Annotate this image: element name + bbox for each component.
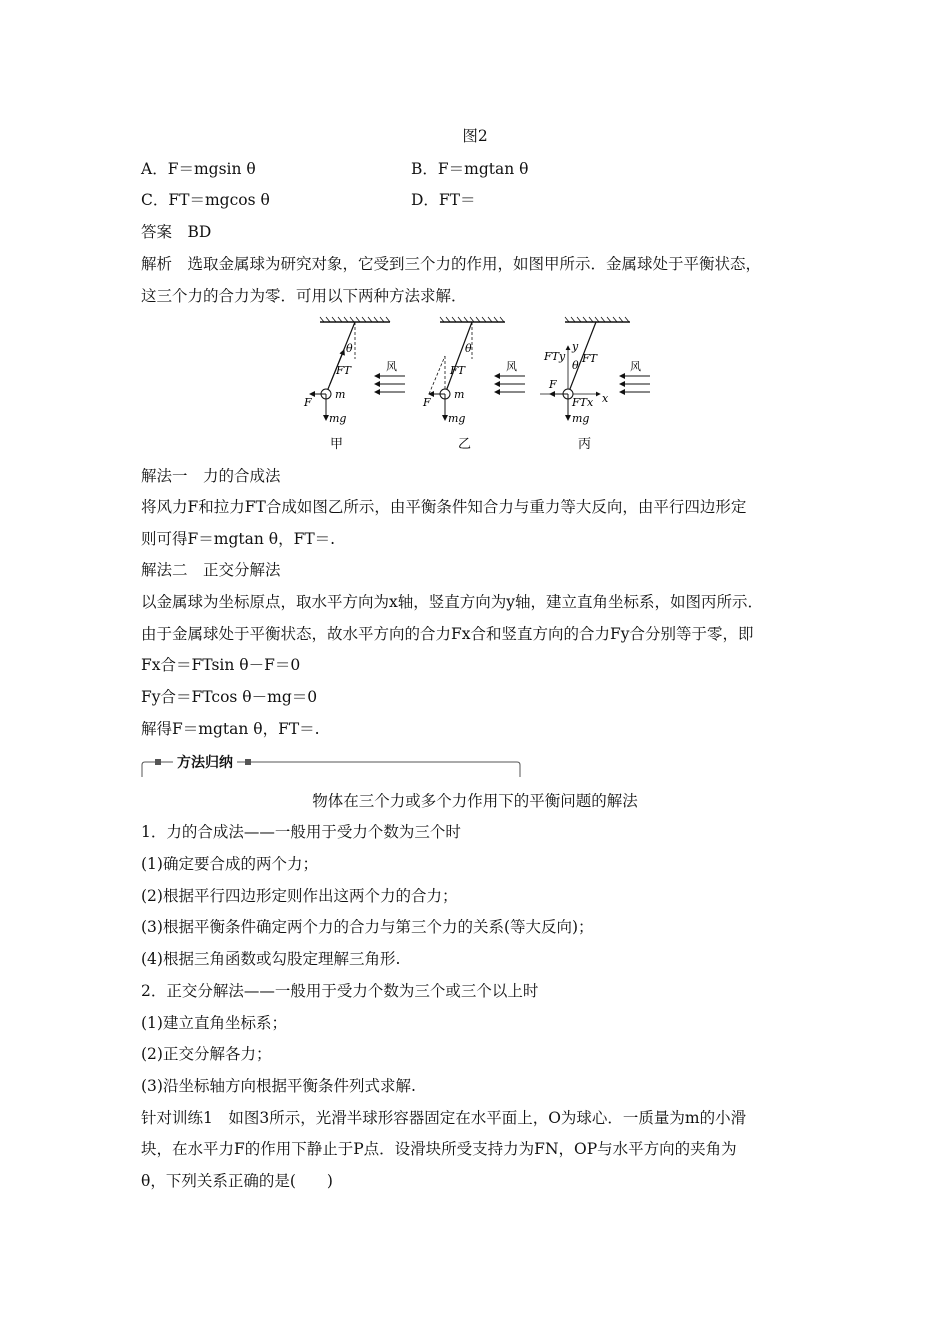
svg-text:FT: FT: [582, 352, 597, 365]
panel-bing: [540, 317, 650, 452]
summary-item: 1．力的合成法——一般用于受力个数为三个时: [141, 823, 461, 841]
analysis-line-1: 解析 选取金属球为研究对象，它受到三个力的作用，如图甲所示．金属球处于平衡状态，: [141, 255, 762, 273]
summary-item: (2)正交分解各力；: [141, 1045, 272, 1063]
exercise-line-2: 块，在水平力F的作用下静止于P点．设滑块所受支持力为FN，OP与水平方向的夹角为: [141, 1140, 737, 1158]
svg-text:FTy: FTy: [544, 350, 566, 363]
summary-title: 物体在三个力或多个力作用下的平衡问题的解法: [312, 792, 638, 810]
option-d: D．FT＝: [411, 191, 476, 209]
svg-text:FT: FT: [450, 364, 465, 377]
svg-text:风: 风: [630, 360, 641, 373]
equation-y: Fy合＝FTcos θ－mg＝0: [141, 688, 318, 706]
label-yi: 乙: [458, 437, 472, 452]
method1-title: 解法一 力的合成法: [141, 467, 281, 485]
method-summary-box: [141, 755, 521, 779]
svg-text:mg: mg: [448, 412, 466, 425]
solution: 解得F＝mgtan θ，FT＝.: [141, 720, 320, 738]
svg-text:θ: θ: [572, 359, 579, 372]
exercise-line-1: 针对训练1 如图3所示，光滑半球形容器固定在水平面上，O为球心．一质量为m的小滑: [141, 1109, 747, 1127]
panel-jia: [303, 317, 405, 452]
theta-label: θ: [346, 342, 353, 355]
svg-text:y: y: [572, 340, 579, 353]
summary-item: (3)沿坐标轴方向根据平衡条件列式求解.: [141, 1077, 416, 1095]
label-bing: 丙: [578, 437, 592, 452]
summary-item: (3)根据平衡条件确定两个力的合力与第三个力的关系(等大反向)；: [141, 918, 594, 936]
summary-item: (1)建立直角坐标系；: [141, 1014, 287, 1032]
method2-title: 解法二 正交分解法: [141, 561, 281, 579]
panel-yi: [422, 317, 525, 452]
m-label: m: [335, 388, 346, 401]
method1-line-2: 则可得F＝mgtan θ，FT＝.: [141, 530, 336, 548]
option-b: B．F＝mgtan θ: [411, 160, 529, 178]
answer: 答案 BD: [141, 223, 212, 241]
svg-text:FTx: FTx: [572, 396, 594, 409]
svg-text:F: F: [423, 396, 431, 409]
f-label: F: [304, 396, 312, 409]
mg-label: mg: [329, 412, 347, 425]
svg-text:m: m: [454, 388, 465, 401]
analysis-line-2: 这三个力的合力为零．可用以下两种方法求解．: [141, 287, 467, 305]
force-diagram: [300, 314, 660, 454]
svg-text:mg: mg: [572, 412, 590, 425]
summary-item: (4)根据三角函数或勾股定理解三角形.: [141, 950, 401, 968]
wind-label: 风: [386, 360, 397, 373]
summary-item: 2．正交分解法——一般用于受力个数为三个或三个以上时: [141, 982, 539, 1000]
svg-text:F: F: [549, 378, 557, 391]
method1-line-1: 将风力F和拉力FT合成如图乙所示，由平衡条件知合力与重力等大反向，由平行四边形定: [141, 498, 747, 516]
summary-item: (1)确定要合成的两个力；: [141, 855, 318, 873]
method2-line-1: 以金属球为坐标原点，取水平方向为x轴，竖直方向为y轴，建立直角坐标系，如图丙所示．: [141, 593, 764, 611]
label-jia: 甲: [330, 437, 344, 452]
figure-caption: 图2: [462, 127, 488, 145]
option-a: A．F＝mgsin θ: [141, 160, 256, 178]
svg-text:风: 风: [506, 360, 517, 373]
method2-line-2: 由于金属球处于平衡状态，故水平方向的合力Fx合和竖直方向的合力Fy合分别等于零，即: [141, 625, 754, 643]
exercise-line-3: θ，下列关系正确的是( ): [141, 1172, 333, 1190]
method-box-title: 方法归纳: [173, 755, 237, 771]
option-c: C．FT＝mgcos θ: [141, 191, 270, 209]
svg-text:θ: θ: [465, 342, 472, 355]
svg-text:x: x: [602, 392, 609, 405]
equation-x: Fx合＝FTsin θ－F＝0: [141, 656, 301, 674]
ft-label: FT: [336, 364, 351, 377]
summary-item: (2)根据平行四边形定则作出这两个力的合力；: [141, 887, 458, 905]
